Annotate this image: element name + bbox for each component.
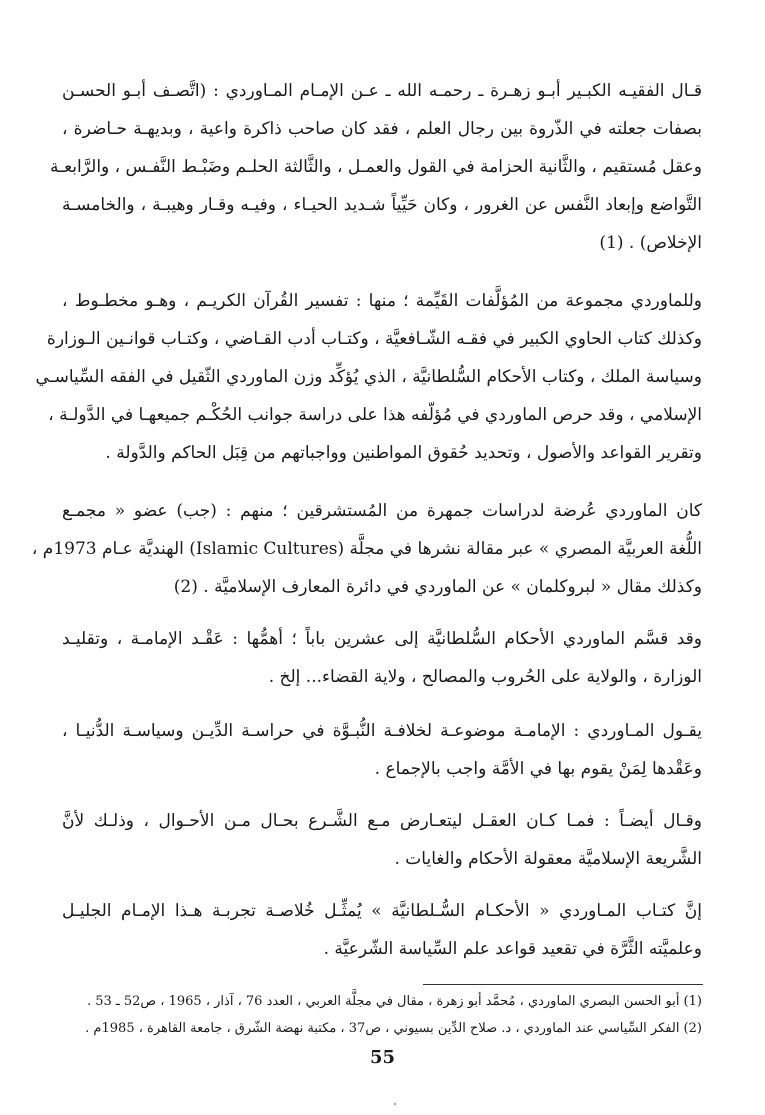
text-line: وللماوردي مجموعة من المُؤلَّفات القَيِّمة ؛ منها : تفسير القُرآن الكريـم ، وهـو مخطـوط ،	[62, 291, 702, 311]
text-line: كان الماوردي عُرضة لدراسات جمهرة من المُستشرقين ؛ منهم : (جب) عضو « مجمـع	[62, 501, 702, 521]
text-line: قـال الفقيـه الكبـير أبـو زهـرة ـ رحمـه الله ـ عـن الإمـام المـاوردي : (اتَّصـف أبـو الحسـن	[62, 81, 702, 101]
text-line: بصفات جعلته في الذّروة بين رجال العلم ، فقد كان صاحب ذاكرة واعية ، وبديهـة حـاضرة ،	[62, 119, 702, 139]
footnote-separator	[423, 984, 703, 985]
text-line: التَّواضع وإبعاد النَّفس عن الغرور ، وكان حَيِّياً شـديد الحيـاء ، وفيـه وقـار وهيبـة ، والخامسـة	[62, 195, 702, 215]
footnotes	[62, 988, 702, 1042]
paragraph-6	[62, 802, 702, 878]
footnote: (1) أبو الحسن البصري الماوردي ، مُحمَّد أبو زهرة ، مقال في مجلَّة العربي ، العدد 76 ، آذار ، 1965 ، ص52 ـ 53 .	[86, 994, 702, 1009]
text-line: وعَقْدها لِمَنْ يقوم بها في الأمَّة واجب بالإجماع .	[374, 759, 702, 779]
paragraph-3	[31, 492, 702, 606]
text-line: يقـول المـاوردي : الإمامـة موضوعـة لخلافـة النُّبـوَّة في حراسـة الدِّيـن وسياسـة الدُّنيـا ،	[62, 721, 702, 741]
footnote: (2) الفكر السِّياسي عند الماوردي ، د. صلاح الدِّين بسيوني ، ص37 ، مكتبة نهضة الشّرق ، جامعة القاهرة ، 1985م .	[85, 1021, 702, 1036]
text-line: إنَّ كتـاب المـاوردي « الأحكـام السُّـلطانيَّة » يُمثِّـل خُلاصـة تجربـة هـذا الإمـام الجليـل	[62, 901, 702, 921]
scan-speck	[394, 1103, 396, 1105]
text-line: وقـال أيضـاً : فمـا كـان العقـل ليتعـارض مـع الشَّـرع بحـال مـن الأحـوال ، وذلـك لأنَّ	[62, 811, 702, 831]
text-line: الشَّريعة الإسلاميَّة معقولة الأحكام والغايات .	[394, 849, 702, 869]
text-line: وكذلك مقال « لبروكلمان » عن الماوردي في دائرة المعارف الإسلاميَّة . (2)	[173, 577, 702, 597]
paragraph-1	[50, 72, 702, 262]
paragraph-7	[62, 892, 702, 968]
text-line: وكذلك كتاب الحاوي الكبير في فقـه الشّـافعيَّة ، وكتـاب أدب القـاضي ، وكتـاب قوانـين الـوزارة	[46, 329, 702, 349]
text-line: الوزارة ، والولاية على الحُروب والمصالح ، ولاية القضاء... إلخ .	[268, 667, 702, 687]
paragraph-2	[35, 282, 702, 472]
text-line: الإخلاص) . (1)	[599, 233, 702, 253]
text-line: وعلميَّته الثَّرَّة في تقعيد قواعد علم السِّياسة الشّرعيَّة .	[323, 939, 702, 959]
paragraph-4	[62, 620, 702, 696]
page-number: 55	[369, 1047, 396, 1068]
text-line: وتقرير القواعد والأصول ، وتحديد حُقوق المواطنين وواجباتهم من قِبَل الحاكم والدَّولة .	[105, 443, 702, 463]
paragraph-5	[62, 712, 702, 788]
text-line: الإسلامي ، وقد حرص الماوردي في مُؤلّفه هذا على دراسة جوانب الحُكْـم جميعهـا في الدَّولـة ،	[48, 405, 702, 425]
text-line: وعقل مُستقيم ، والثَّانية الحزامة في القول والعمـل ، والثَّالثة الحلـم وضَبْـط النَّفـس ، والرَّابعـة	[50, 157, 702, 177]
text-line: اللُّغة العربيَّة المصري » عبر مقالة نشرها في مجلَّة (Islamic Cultures) الهنديَّة عـام 1973م ،	[31, 539, 702, 559]
text-line: وسياسة الملك ، وكتاب الأحكام السُّلطانيَّة ، الذي يُؤكِّد وزن الماوردي الثّقيل في الفقه السِّياسـي	[35, 367, 702, 387]
text-line: وقد قسَّم الماوردي الأحكام السُّلطانيَّة إلى عشرين باباً ؛ أهمُّها : عَقْـد الإمامـة ، وتقليـد	[62, 629, 702, 649]
